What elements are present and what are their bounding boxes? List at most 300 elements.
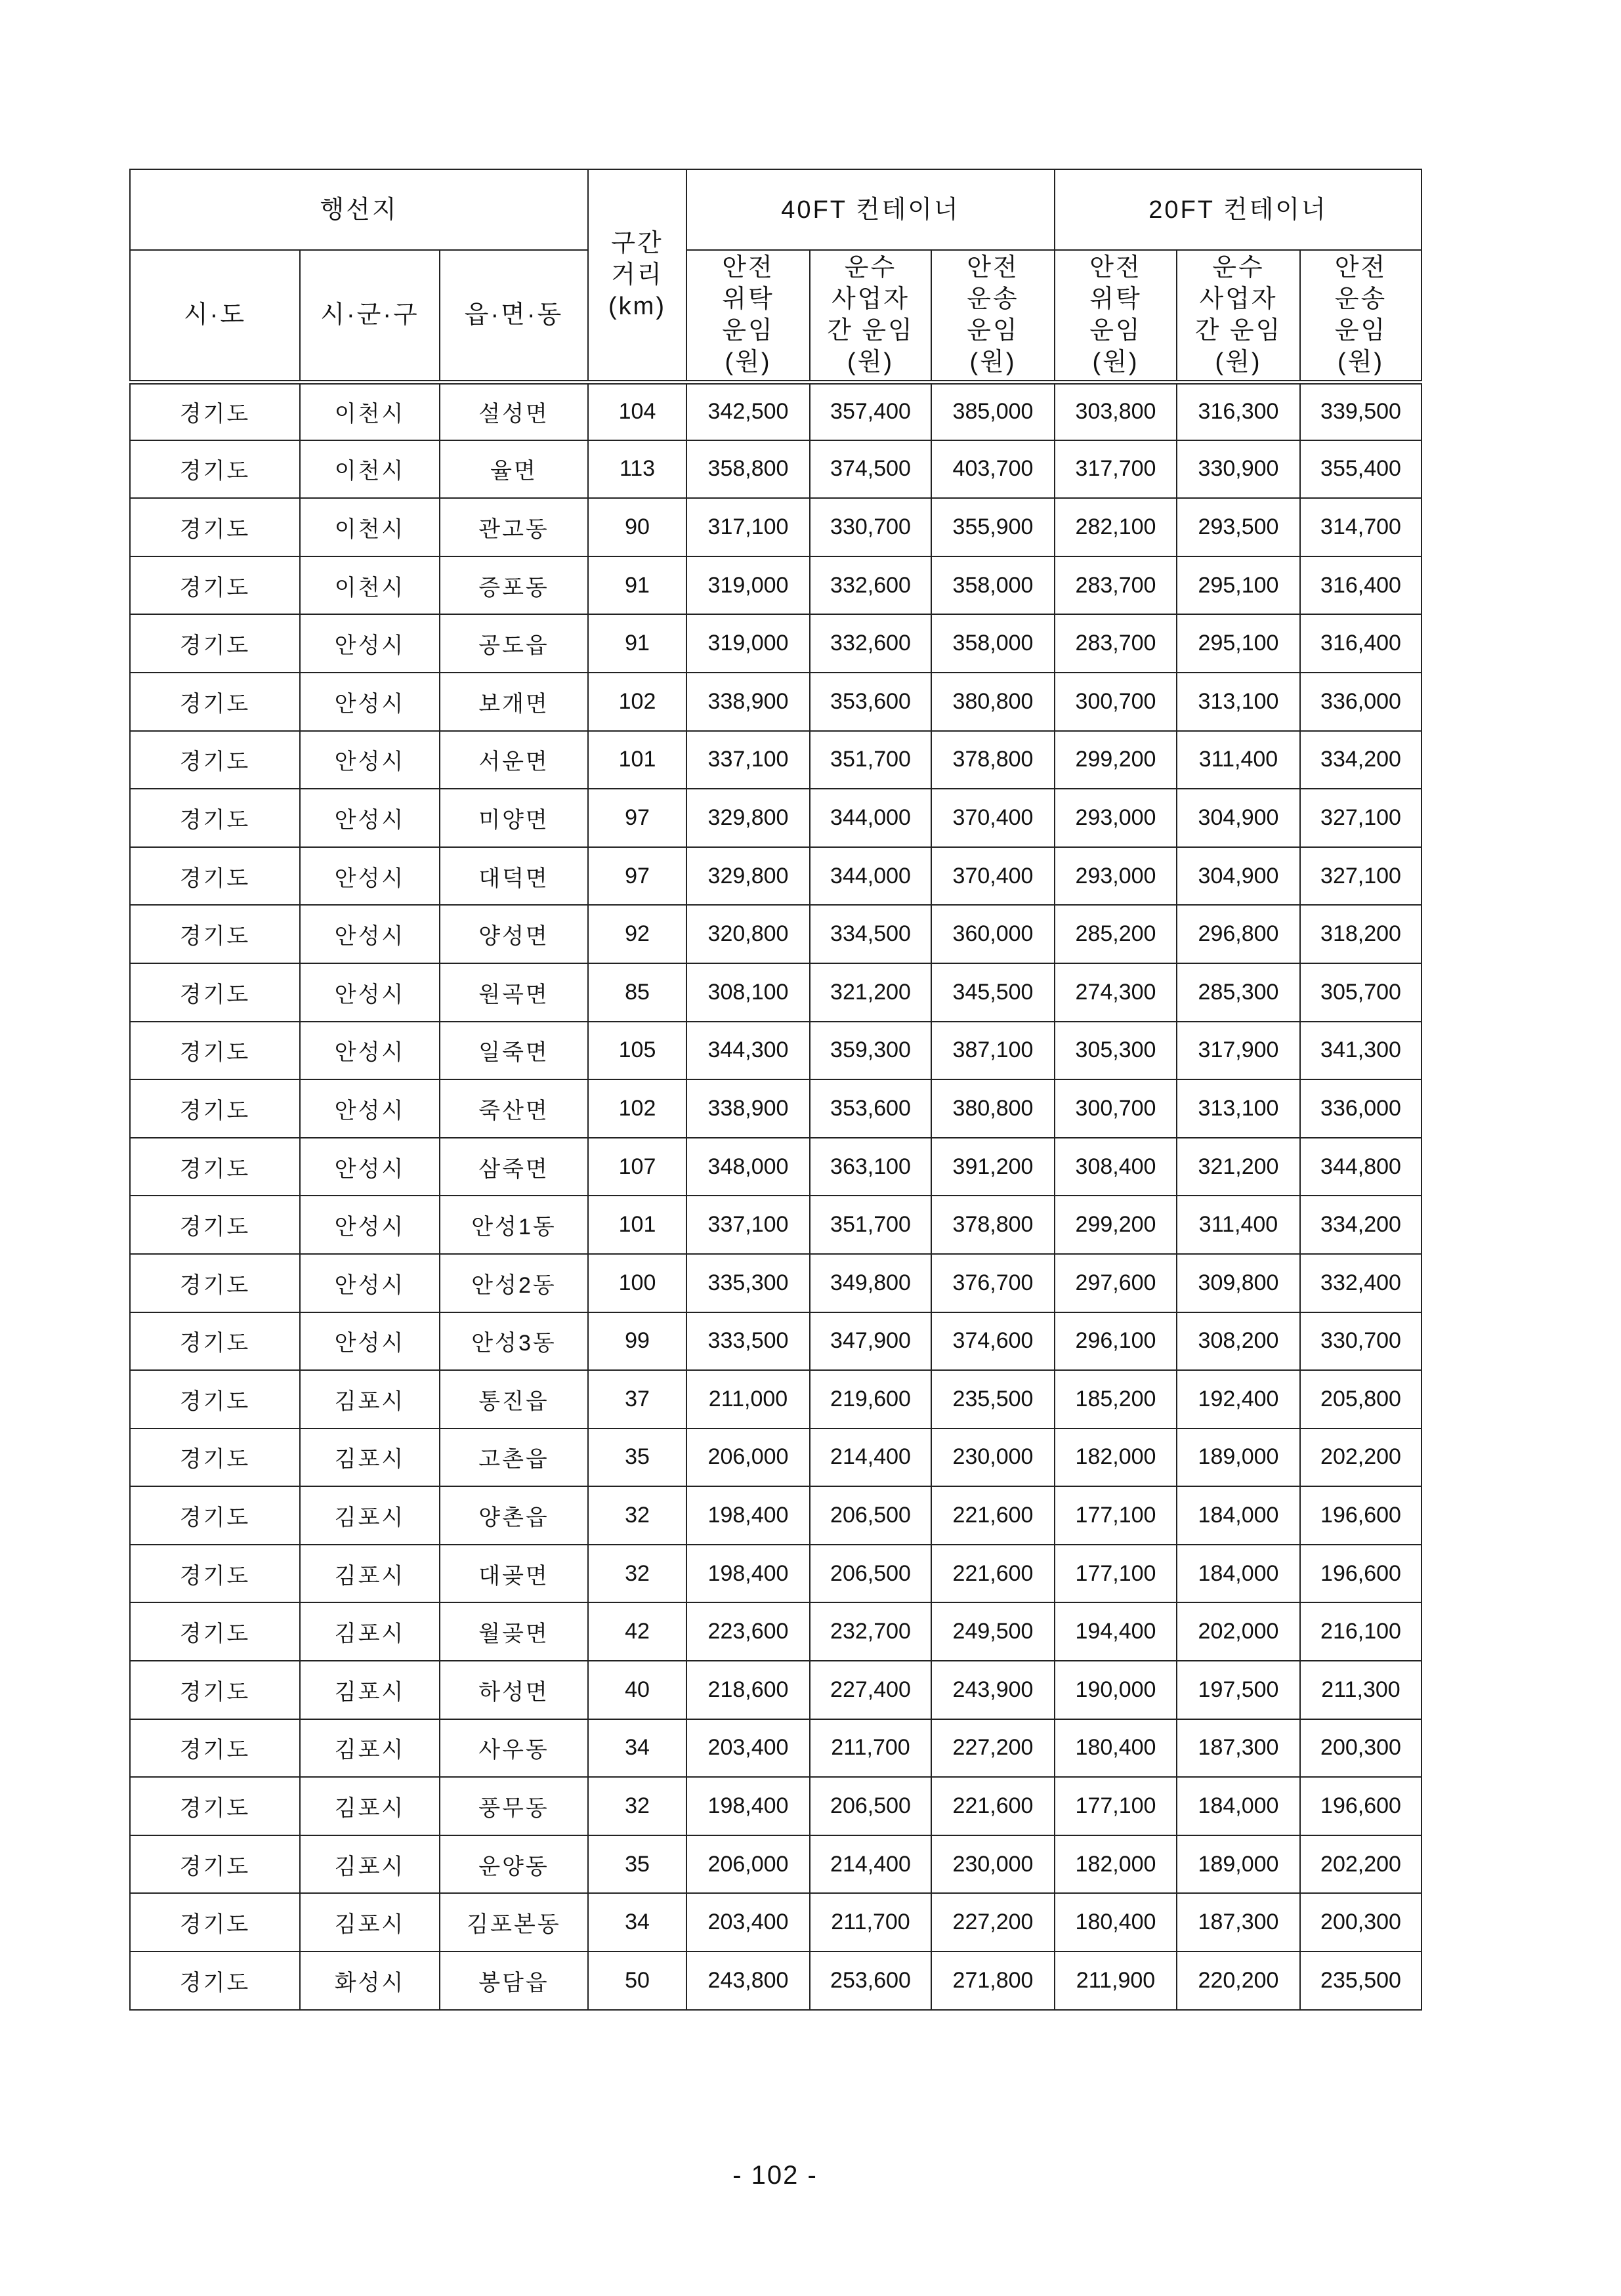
table-row [130, 1835, 1421, 1894]
cell-distance-km: 91 [588, 556, 686, 615]
cell-20ft-safety-consignment-rate: 299,200 [1055, 1196, 1177, 1254]
cell-40ft-safety-consignment-rate: 333,500 [686, 1312, 810, 1371]
cell-sido: 경기도 [130, 1079, 300, 1138]
cell-sido: 경기도 [130, 1893, 300, 1952]
table-row [130, 1719, 1421, 1778]
header-line: 운수 [1212, 254, 1265, 282]
header-line: 운임 [967, 317, 1019, 345]
table-row [130, 614, 1421, 673]
table-row [130, 1486, 1421, 1545]
cell-sido: 경기도 [130, 1952, 300, 2010]
cell-eupmyeondong: 대곶면 [440, 1545, 588, 1603]
cell-distance-km: 32 [588, 1486, 686, 1545]
cell-20ft-safety-consignment-rate: 308,400 [1055, 1138, 1177, 1196]
header-line: 운송 [967, 285, 1019, 314]
cell-20ft-carrier-rate: 304,900 [1177, 789, 1300, 847]
cell-eupmyeondong: 죽산면 [440, 1079, 588, 1138]
cell-40ft-safety-transport-rate: 403,700 [931, 440, 1055, 499]
cell-20ft-carrier-rate: 189,000 [1177, 1835, 1300, 1894]
cell-40ft-safety-consignment-rate: 337,100 [686, 1196, 810, 1254]
cell-40ft-safety-transport-rate: 378,800 [931, 1196, 1055, 1254]
header-line: 사업자 [831, 285, 910, 314]
cell-20ft-safety-consignment-rate: 282,100 [1055, 498, 1177, 556]
cell-eupmyeondong: 하성면 [440, 1661, 588, 1719]
cell-sigungu: 김포시 [300, 1777, 440, 1835]
cell-sido: 경기도 [130, 614, 300, 673]
cell-20ft-safety-transport-rate: 327,100 [1300, 789, 1421, 847]
cell-20ft-carrier-rate: 202,000 [1177, 1602, 1300, 1661]
cell-distance-km: 90 [588, 498, 686, 556]
header-line: 간 운임 [827, 317, 914, 345]
cell-20ft-safety-transport-rate: 355,400 [1300, 440, 1421, 499]
cell-20ft-carrier-rate: 184,000 [1177, 1486, 1300, 1545]
cell-20ft-safety-transport-rate: 339,500 [1300, 382, 1421, 440]
cell-20ft-safety-consignment-rate: 300,700 [1055, 1079, 1177, 1138]
cell-20ft-carrier-rate: 309,800 [1177, 1254, 1300, 1312]
cell-sigungu: 김포시 [300, 1893, 440, 1952]
table-row [130, 1196, 1421, 1254]
header-line: 안전 [1089, 254, 1142, 282]
cell-sigungu: 김포시 [300, 1370, 440, 1429]
header-line: 위탁 [722, 285, 774, 314]
cell-40ft-carrier-rate: 334,500 [810, 905, 931, 963]
cell-eupmyeondong: 안성3동 [440, 1312, 588, 1371]
cell-40ft-carrier-rate: 227,400 [810, 1661, 931, 1719]
cell-20ft-safety-transport-rate: 202,200 [1300, 1429, 1421, 1487]
cell-20ft-safety-transport-rate: 330,700 [1300, 1312, 1421, 1371]
cell-eupmyeondong: 원곡면 [440, 963, 588, 1022]
table-row [130, 1370, 1421, 1429]
cell-20ft-safety-transport-rate: 334,200 [1300, 731, 1421, 789]
header-distance-line: 거리 [611, 261, 663, 289]
cell-40ft-safety-consignment-rate: 203,400 [686, 1719, 810, 1778]
cell-40ft-safety-transport-rate: 380,800 [931, 1079, 1055, 1138]
cell-eupmyeondong: 율면 [440, 440, 588, 499]
cell-40ft-safety-transport-rate: 355,900 [931, 498, 1055, 556]
cell-40ft-safety-transport-rate: 380,800 [931, 673, 1055, 731]
cell-40ft-safety-transport-rate: 378,800 [931, 731, 1055, 789]
table-row [130, 1602, 1421, 1661]
table-row [130, 731, 1421, 789]
cell-20ft-carrier-rate: 197,500 [1177, 1661, 1300, 1719]
cell-sigungu: 안성시 [300, 731, 440, 789]
cell-eupmyeondong: 보개면 [440, 673, 588, 731]
cell-distance-km: 35 [588, 1835, 686, 1894]
cell-40ft-safety-consignment-rate: 308,100 [686, 963, 810, 1022]
cell-20ft-safety-consignment-rate: 296,100 [1055, 1312, 1177, 1371]
header-line: 운임 [1334, 317, 1387, 345]
cell-40ft-carrier-rate: 211,700 [810, 1719, 931, 1778]
cell-sido: 경기도 [130, 1719, 300, 1778]
cell-20ft-carrier-rate: 293,500 [1177, 498, 1300, 556]
cell-eupmyeondong: 대덕면 [440, 847, 588, 906]
cell-eupmyeondong: 풍무동 [440, 1777, 588, 1835]
cell-40ft-safety-consignment-rate: 329,800 [686, 847, 810, 906]
header-unit: (원) [847, 348, 895, 377]
cell-40ft-safety-consignment-rate: 329,800 [686, 789, 810, 847]
cell-40ft-safety-consignment-rate: 198,400 [686, 1777, 810, 1835]
header-line: 운송 [1334, 285, 1387, 314]
cell-40ft-safety-consignment-rate: 198,400 [686, 1486, 810, 1545]
cell-eupmyeondong: 삼죽면 [440, 1138, 588, 1196]
cell-20ft-safety-consignment-rate: 283,700 [1055, 556, 1177, 615]
header-line: 운임 [722, 317, 774, 345]
cell-20ft-safety-transport-rate: 202,200 [1300, 1835, 1421, 1894]
cell-distance-km: 101 [588, 731, 686, 789]
cell-20ft-safety-consignment-rate: 182,000 [1055, 1835, 1177, 1894]
cell-20ft-carrier-rate: 316,300 [1177, 382, 1300, 440]
cell-20ft-safety-transport-rate: 200,300 [1300, 1719, 1421, 1778]
cell-20ft-safety-consignment-rate: 180,400 [1055, 1719, 1177, 1778]
cell-20ft-safety-consignment-rate: 274,300 [1055, 963, 1177, 1022]
cell-40ft-safety-consignment-rate: 206,000 [686, 1429, 810, 1487]
cell-sigungu: 안성시 [300, 963, 440, 1022]
cell-distance-km: 92 [588, 905, 686, 963]
cell-40ft-carrier-rate: 351,700 [810, 731, 931, 789]
cell-20ft-safety-transport-rate: 316,400 [1300, 614, 1421, 673]
table-body [130, 382, 1421, 2010]
header-distance-km [588, 169, 686, 382]
cell-distance-km: 100 [588, 1254, 686, 1312]
cell-20ft-safety-consignment-rate: 285,200 [1055, 905, 1177, 963]
cell-20ft-carrier-rate: 285,300 [1177, 963, 1300, 1022]
cell-eupmyeondong: 관고동 [440, 498, 588, 556]
cell-sido: 경기도 [130, 1835, 300, 1894]
cell-distance-km: 104 [588, 382, 686, 440]
cell-eupmyeondong: 통진읍 [440, 1370, 588, 1429]
cell-40ft-safety-transport-rate: 387,100 [931, 1022, 1055, 1080]
cell-20ft-safety-transport-rate: 196,600 [1300, 1777, 1421, 1835]
cell-distance-km: 105 [588, 1022, 686, 1080]
header-line: 안전 [1334, 254, 1387, 282]
cell-distance-km: 102 [588, 1079, 686, 1138]
cell-20ft-safety-transport-rate: 196,600 [1300, 1545, 1421, 1603]
cell-40ft-safety-transport-rate: 391,200 [931, 1138, 1055, 1196]
cell-distance-km: 107 [588, 1138, 686, 1196]
header-unit: (원) [725, 348, 772, 377]
cell-20ft-safety-consignment-rate: 293,000 [1055, 789, 1177, 847]
cell-40ft-carrier-rate: 330,700 [810, 498, 931, 556]
cell-sido: 경기도 [130, 440, 300, 499]
page-number: - 102 - [732, 2161, 818, 2190]
table-row [130, 498, 1421, 556]
cell-40ft-safety-consignment-rate: 342,500 [686, 382, 810, 440]
cell-40ft-carrier-rate: 359,300 [810, 1022, 931, 1080]
cell-distance-km: 50 [588, 1952, 686, 2010]
cell-20ft-safety-transport-rate: 334,200 [1300, 1196, 1421, 1254]
cell-20ft-safety-transport-rate: 216,100 [1300, 1602, 1421, 1661]
cell-eupmyeondong: 증포동 [440, 556, 588, 615]
cell-20ft-safety-consignment-rate: 297,600 [1055, 1254, 1177, 1312]
header-40ft-container: 40FT 컨테이너 [686, 169, 1055, 250]
cell-40ft-safety-transport-rate: 230,000 [931, 1429, 1055, 1487]
cell-40ft-carrier-rate: 374,500 [810, 440, 931, 499]
cell-40ft-safety-consignment-rate: 319,000 [686, 614, 810, 673]
cell-sigungu: 김포시 [300, 1719, 440, 1778]
cell-40ft-safety-transport-rate: 221,600 [931, 1545, 1055, 1603]
cell-20ft-carrier-rate: 189,000 [1177, 1429, 1300, 1487]
header-20ft-safety-consignment-rate [1055, 250, 1177, 382]
table-row [130, 1893, 1421, 1952]
cell-20ft-carrier-rate: 313,100 [1177, 673, 1300, 731]
cell-20ft-safety-transport-rate: 200,300 [1300, 1893, 1421, 1952]
header-eupmyeondong: 읍·면·동 [440, 250, 588, 382]
cell-20ft-safety-transport-rate: 344,800 [1300, 1138, 1421, 1196]
cell-40ft-carrier-rate: 349,800 [810, 1254, 931, 1312]
cell-sigungu: 김포시 [300, 1545, 440, 1603]
header-distance-line: 구간 [611, 229, 663, 257]
cell-40ft-carrier-rate: 332,600 [810, 614, 931, 673]
cell-20ft-safety-transport-rate: 327,100 [1300, 847, 1421, 906]
cell-40ft-safety-consignment-rate: 319,000 [686, 556, 810, 615]
cell-20ft-safety-transport-rate: 305,700 [1300, 963, 1421, 1022]
cell-40ft-safety-consignment-rate: 344,300 [686, 1022, 810, 1080]
cell-sido: 경기도 [130, 731, 300, 789]
cell-sido: 경기도 [130, 1429, 300, 1487]
cell-sido: 경기도 [130, 1370, 300, 1429]
cell-40ft-safety-consignment-rate: 337,100 [686, 731, 810, 789]
cell-sigungu: 김포시 [300, 1661, 440, 1719]
cell-distance-km: 99 [588, 1312, 686, 1371]
cell-40ft-safety-transport-rate: 358,000 [931, 614, 1055, 673]
cell-distance-km: 85 [588, 963, 686, 1022]
cell-eupmyeondong: 운양동 [440, 1835, 588, 1894]
cell-40ft-safety-consignment-rate: 358,800 [686, 440, 810, 499]
cell-eupmyeondong: 고촌읍 [440, 1429, 588, 1487]
cell-sigungu: 이천시 [300, 556, 440, 615]
cell-40ft-safety-consignment-rate: 348,000 [686, 1138, 810, 1196]
cell-40ft-safety-consignment-rate: 223,600 [686, 1602, 810, 1661]
cell-20ft-safety-consignment-rate: 185,200 [1055, 1370, 1177, 1429]
header-sigungu: 시·군·구 [300, 250, 440, 382]
cell-40ft-safety-transport-rate: 374,600 [931, 1312, 1055, 1371]
cell-40ft-safety-transport-rate: 360,000 [931, 905, 1055, 963]
header-40ft-safety-transport-rate [931, 250, 1055, 382]
cell-sido: 경기도 [130, 1777, 300, 1835]
cell-40ft-safety-transport-rate: 345,500 [931, 963, 1055, 1022]
cell-distance-km: 40 [588, 1661, 686, 1719]
cell-40ft-safety-transport-rate: 376,700 [931, 1254, 1055, 1312]
cell-distance-km: 101 [588, 1196, 686, 1254]
cell-eupmyeondong: 안성2동 [440, 1254, 588, 1312]
cell-40ft-carrier-rate: 344,000 [810, 789, 931, 847]
cell-distance-km: 102 [588, 673, 686, 731]
cell-40ft-carrier-rate: 353,600 [810, 1079, 931, 1138]
cell-sido: 경기도 [130, 1196, 300, 1254]
cell-sigungu: 김포시 [300, 1835, 440, 1894]
cell-sigungu: 이천시 [300, 498, 440, 556]
cell-40ft-carrier-rate: 347,900 [810, 1312, 931, 1371]
cell-20ft-safety-consignment-rate: 293,000 [1055, 847, 1177, 906]
table-row [130, 905, 1421, 963]
cell-20ft-carrier-rate: 321,200 [1177, 1138, 1300, 1196]
cell-40ft-carrier-rate: 219,600 [810, 1370, 931, 1429]
cell-sido: 경기도 [130, 1545, 300, 1603]
cell-40ft-safety-transport-rate: 271,800 [931, 1952, 1055, 2010]
cell-20ft-safety-transport-rate: 336,000 [1300, 673, 1421, 731]
cell-40ft-safety-transport-rate: 385,000 [931, 382, 1055, 440]
cell-eupmyeondong: 서운면 [440, 731, 588, 789]
cell-sigungu: 안성시 [300, 1196, 440, 1254]
cell-40ft-carrier-rate: 206,500 [810, 1486, 931, 1545]
cell-20ft-safety-consignment-rate: 283,700 [1055, 614, 1177, 673]
cell-sigungu: 안성시 [300, 789, 440, 847]
cell-20ft-safety-consignment-rate: 317,700 [1055, 440, 1177, 499]
cell-20ft-safety-consignment-rate: 180,400 [1055, 1893, 1177, 1952]
cell-20ft-safety-consignment-rate: 190,000 [1055, 1661, 1177, 1719]
cell-sigungu: 안성시 [300, 847, 440, 906]
cell-20ft-safety-transport-rate: 336,000 [1300, 1079, 1421, 1138]
table-header [130, 169, 1421, 382]
table-row [130, 1022, 1421, 1080]
cell-eupmyeondong: 공도읍 [440, 614, 588, 673]
cell-20ft-safety-consignment-rate: 177,100 [1055, 1545, 1177, 1603]
table-row [130, 847, 1421, 906]
cell-eupmyeondong: 일죽면 [440, 1022, 588, 1080]
cell-sigungu: 김포시 [300, 1429, 440, 1487]
cell-distance-km: 35 [588, 1429, 686, 1487]
cell-40ft-safety-consignment-rate: 198,400 [686, 1545, 810, 1603]
cell-40ft-safety-consignment-rate: 206,000 [686, 1835, 810, 1894]
header-20ft-safety-transport-rate [1300, 250, 1421, 382]
table-row [130, 789, 1421, 847]
cell-sido: 경기도 [130, 1661, 300, 1719]
cell-sigungu: 김포시 [300, 1602, 440, 1661]
cell-20ft-safety-transport-rate: 205,800 [1300, 1370, 1421, 1429]
cell-20ft-carrier-rate: 192,400 [1177, 1370, 1300, 1429]
cell-sigungu: 안성시 [300, 1079, 440, 1138]
freight-rate-table [129, 169, 1422, 2011]
cell-20ft-safety-transport-rate: 235,500 [1300, 1952, 1421, 2010]
cell-40ft-safety-transport-rate: 243,900 [931, 1661, 1055, 1719]
header-line: 안전 [722, 254, 774, 282]
cell-20ft-safety-consignment-rate: 177,100 [1055, 1486, 1177, 1545]
cell-40ft-safety-transport-rate: 227,200 [931, 1719, 1055, 1778]
table-row [130, 1545, 1421, 1603]
cell-distance-km: 37 [588, 1370, 686, 1429]
cell-sido: 경기도 [130, 1254, 300, 1312]
cell-sido: 경기도 [130, 905, 300, 963]
cell-40ft-carrier-rate: 214,400 [810, 1429, 931, 1487]
cell-40ft-safety-transport-rate: 235,500 [931, 1370, 1055, 1429]
cell-sigungu: 이천시 [300, 382, 440, 440]
table-row [130, 440, 1421, 499]
cell-sigungu: 김포시 [300, 1486, 440, 1545]
cell-sigungu: 이천시 [300, 440, 440, 499]
table-row [130, 1138, 1421, 1196]
header-unit: (원) [1092, 348, 1139, 377]
cell-sigungu: 안성시 [300, 905, 440, 963]
table-row [130, 1079, 1421, 1138]
table-row [130, 1952, 1421, 2010]
cell-40ft-carrier-rate: 351,700 [810, 1196, 931, 1254]
cell-40ft-safety-consignment-rate: 338,900 [686, 673, 810, 731]
cell-distance-km: 32 [588, 1545, 686, 1603]
cell-eupmyeondong: 안성1동 [440, 1196, 588, 1254]
cell-sigungu: 화성시 [300, 1952, 440, 2010]
header-distance-unit: (km) [608, 292, 666, 320]
cell-eupmyeondong: 김포본동 [440, 1893, 588, 1952]
cell-20ft-safety-transport-rate: 196,600 [1300, 1486, 1421, 1545]
table-row [130, 1312, 1421, 1371]
cell-sido: 경기도 [130, 963, 300, 1022]
header-40ft-carrier-rate [810, 250, 931, 382]
cell-20ft-carrier-rate: 295,100 [1177, 614, 1300, 673]
cell-40ft-safety-transport-rate: 370,400 [931, 789, 1055, 847]
cell-40ft-carrier-rate: 357,400 [810, 382, 931, 440]
cell-40ft-carrier-rate: 206,500 [810, 1777, 931, 1835]
cell-20ft-carrier-rate: 313,100 [1177, 1079, 1300, 1138]
cell-40ft-carrier-rate: 332,600 [810, 556, 931, 615]
cell-20ft-carrier-rate: 330,900 [1177, 440, 1300, 499]
cell-distance-km: 91 [588, 614, 686, 673]
header-unit: (원) [1337, 348, 1385, 377]
cell-sido: 경기도 [130, 673, 300, 731]
cell-20ft-carrier-rate: 184,000 [1177, 1777, 1300, 1835]
cell-40ft-safety-consignment-rate: 218,600 [686, 1661, 810, 1719]
cell-20ft-safety-consignment-rate: 194,400 [1055, 1602, 1177, 1661]
cell-sigungu: 안성시 [300, 1138, 440, 1196]
cell-distance-km: 42 [588, 1602, 686, 1661]
header-sido: 시·도 [130, 250, 300, 382]
cell-20ft-safety-consignment-rate: 305,300 [1055, 1022, 1177, 1080]
cell-40ft-carrier-rate: 206,500 [810, 1545, 931, 1603]
table-row [130, 1777, 1421, 1835]
cell-40ft-safety-consignment-rate: 317,100 [686, 498, 810, 556]
table-row [130, 556, 1421, 615]
header-line: 사업자 [1199, 285, 1278, 314]
cell-sigungu: 안성시 [300, 1312, 440, 1371]
header-line: 운임 [1089, 317, 1142, 345]
cell-20ft-safety-transport-rate: 332,400 [1300, 1254, 1421, 1312]
cell-eupmyeondong: 월곶면 [440, 1602, 588, 1661]
cell-sigungu: 안성시 [300, 1022, 440, 1080]
cell-20ft-safety-consignment-rate: 182,000 [1055, 1429, 1177, 1487]
cell-20ft-carrier-rate: 295,100 [1177, 556, 1300, 615]
header-line: 운수 [844, 254, 897, 282]
cell-eupmyeondong: 봉담읍 [440, 1952, 588, 2010]
cell-40ft-safety-transport-rate: 221,600 [931, 1777, 1055, 1835]
cell-20ft-safety-transport-rate: 211,300 [1300, 1661, 1421, 1719]
cell-40ft-safety-consignment-rate: 338,900 [686, 1079, 810, 1138]
cell-40ft-safety-consignment-rate: 203,400 [686, 1893, 810, 1952]
cell-20ft-carrier-rate: 296,800 [1177, 905, 1300, 963]
cell-20ft-safety-consignment-rate: 177,100 [1055, 1777, 1177, 1835]
cell-distance-km: 32 [588, 1777, 686, 1835]
cell-sido: 경기도 [130, 382, 300, 440]
cell-20ft-safety-transport-rate: 341,300 [1300, 1022, 1421, 1080]
cell-distance-km: 97 [588, 789, 686, 847]
cell-40ft-safety-transport-rate: 230,000 [931, 1835, 1055, 1894]
cell-40ft-safety-consignment-rate: 243,800 [686, 1952, 810, 2010]
table-row [130, 1429, 1421, 1487]
cell-sido: 경기도 [130, 1138, 300, 1196]
cell-40ft-carrier-rate: 211,700 [810, 1893, 931, 1952]
cell-sigungu: 안성시 [300, 1254, 440, 1312]
table-row [130, 382, 1421, 440]
cell-20ft-carrier-rate: 187,300 [1177, 1893, 1300, 1952]
cell-sigungu: 안성시 [300, 614, 440, 673]
header-row-columns [130, 250, 1421, 382]
cell-distance-km: 113 [588, 440, 686, 499]
header-line: 위탁 [1089, 285, 1142, 314]
cell-20ft-safety-transport-rate: 314,700 [1300, 498, 1421, 556]
cell-20ft-safety-consignment-rate: 299,200 [1055, 731, 1177, 789]
header-line: 간 운임 [1194, 317, 1282, 345]
cell-distance-km: 97 [588, 847, 686, 906]
cell-eupmyeondong: 사우동 [440, 1719, 588, 1778]
cell-20ft-carrier-rate: 317,900 [1177, 1022, 1300, 1080]
